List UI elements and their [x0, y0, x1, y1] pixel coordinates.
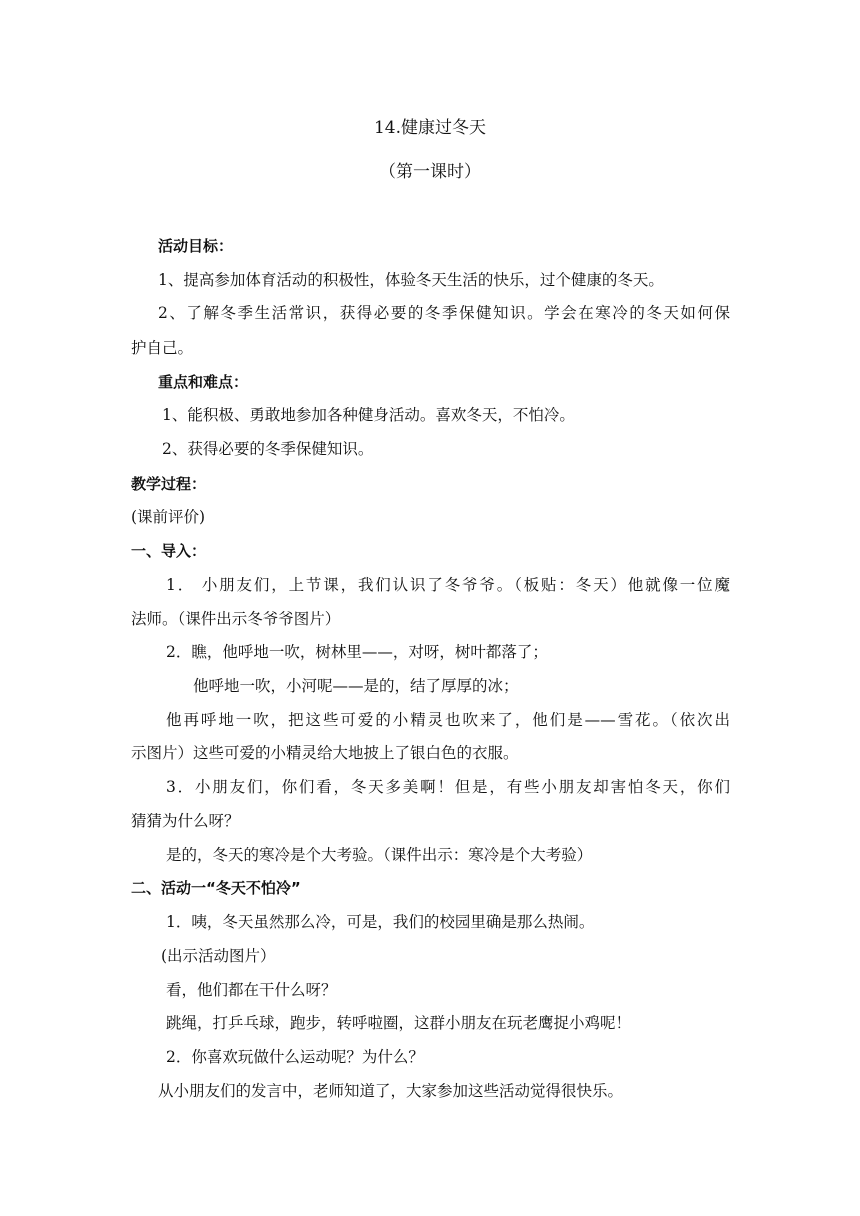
key-points-heading: 重点和难点： — [158, 373, 249, 391]
section1-line: 1． 小朋友们，上节课，我们认识了冬爷爷。（板贴：冬天）他就像一位魔 — [166, 576, 730, 594]
section2-line: 看，他们都在干什么呀？ — [166, 981, 337, 999]
objective-item: 2、了解冬季生活常识，获得必要的冬季保健知识。学会在寒冷的冬天如何保 — [158, 304, 730, 322]
key-point-item: 1、能积极、勇敢地参加各种健身活动。喜欢冬天，不怕冷。 — [162, 406, 575, 424]
section1-line: 3．小朋友们，你们看，冬天多美啊！但是，有些小朋友却害怕冬天，你们 — [166, 778, 730, 796]
key-point-item: 2、获得必要的冬季保健知识。 — [162, 440, 374, 458]
section1-line: 他呼地一吹，小河呢——是的，结了厚厚的冰； — [193, 677, 519, 695]
section2-line: 从小朋友们的发言中，老师知道了，大家参加这些活动觉得很快乐。 — [158, 1082, 624, 1100]
objectives-heading: 活动目标： — [158, 237, 234, 255]
section2-line: 跳绳，打乒乓球，跑步，转呼啦圈，这群小朋友在玩老鹰捉小鸡呢！ — [166, 1014, 632, 1032]
section1-line: 他再呼地一吹，把这些可爱的小精灵也吹来了，他们是——雪花。（依次出 — [166, 711, 730, 729]
objective-item: 1、提高参加体育活动的积极性，体验冬天生活的快乐，过个健康的冬天。 — [158, 271, 664, 289]
section2-line: 1．咦，冬天虽然那么冷，可是，我们的校园里确是那么热闹。 — [166, 913, 595, 931]
section1-line: 示图片）这些可爱的小精灵给大地披上了银白色的衣服。 — [131, 744, 519, 762]
document-subtitle: （第一课时） — [379, 162, 481, 182]
section2-heading: 二、活动一“冬天不怕冷” — [131, 879, 301, 897]
section1-line: 猜猜为什么呀？ — [131, 812, 240, 830]
section1-line: 法师。（课件出示冬爷爷图片） — [131, 610, 341, 628]
section1-line: 是的，冬天的寒冷是个大考验。（课件出示：寒冷是个大考验） — [166, 846, 593, 864]
section2-line: 2．你喜欢玩做什么运动呢？为什么？ — [166, 1048, 424, 1066]
objective-item-continued: 护自己。 — [131, 339, 194, 357]
document-title: 14.健康过冬天 — [373, 118, 487, 138]
process-heading: 教学过程： — [131, 475, 207, 493]
pre-evaluation-note: (课前评价) — [131, 508, 206, 526]
section1-line: 2．瞧，他呼地一吹，树林里——，对呀，树叶都落了； — [166, 643, 548, 661]
section2-line: (出示活动图片） — [161, 947, 276, 965]
section1-heading: 一、导入： — [131, 542, 207, 560]
